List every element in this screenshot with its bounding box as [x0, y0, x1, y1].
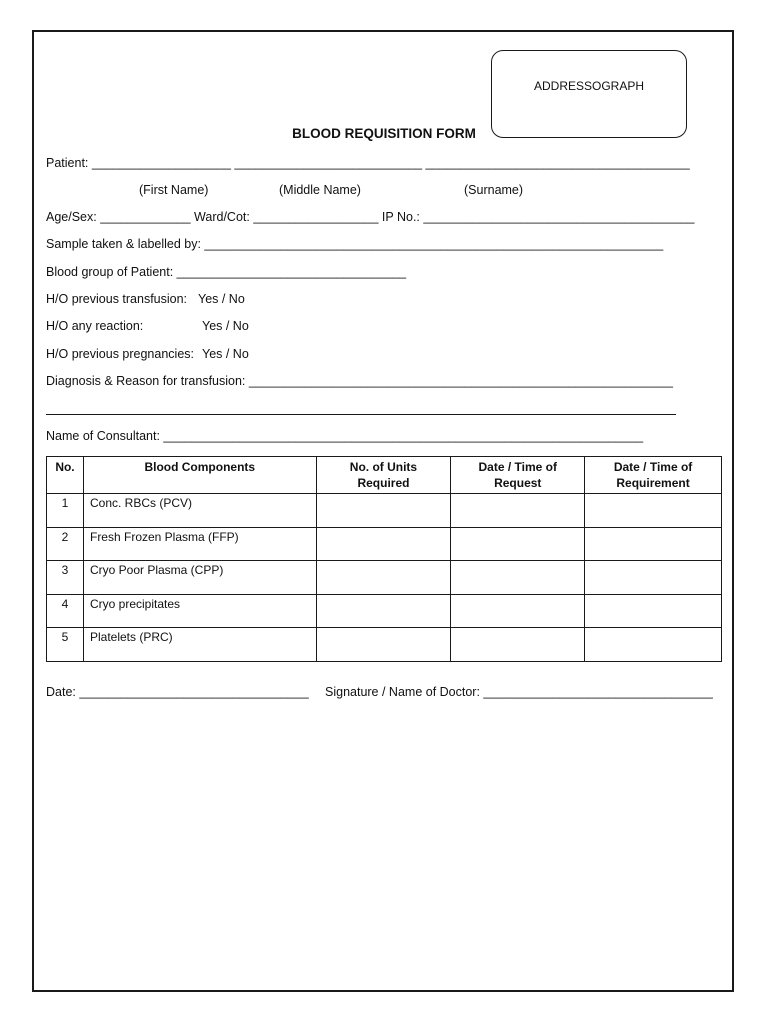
blood-group-field[interactable]: Blood group of Patient: _________________________________	[46, 265, 407, 279]
table-row	[47, 628, 722, 662]
header-units: No. of Units Required	[316, 457, 451, 494]
date-field[interactable]: Date: _________________________________	[46, 685, 309, 699]
table-row	[47, 561, 722, 595]
table-row	[47, 527, 722, 561]
row-units-cell[interactable]	[316, 494, 451, 528]
form-title: BLOOD REQUISITION FORM	[292, 126, 476, 141]
pregnancies-options[interactable]: Yes / No	[202, 347, 249, 361]
header-requirement: Date / Time of Requirement	[585, 457, 722, 494]
row-component: Conc. RBCs (PCV)	[83, 494, 316, 528]
row-requirement-cell[interactable]	[585, 628, 722, 662]
row-requirement-cell[interactable]	[585, 561, 722, 595]
row-requirement-cell[interactable]	[585, 527, 722, 561]
transfusion-options[interactable]: Yes / No	[198, 292, 245, 306]
reaction-label: H/O any reaction:	[46, 319, 144, 333]
header-request: Date / Time of Request	[451, 457, 585, 494]
header-component: Blood Components	[83, 457, 316, 494]
transfusion-label: H/O previous transfusion:	[46, 292, 188, 306]
middle-name-label: (Middle Name)	[279, 183, 361, 197]
row-units-cell[interactable]	[316, 561, 451, 595]
pregnancies-label: H/O previous pregnancies:	[46, 347, 194, 361]
first-name-label: (First Name)	[139, 183, 209, 197]
row-units-cell[interactable]	[316, 527, 451, 561]
diagnosis-field[interactable]: Diagnosis & Reason for transfusion: _____________________________________________________________	[46, 374, 673, 388]
patient-field[interactable]: Patient: ____________________ ___________________________ ______________________________________	[46, 156, 690, 170]
diagnosis-continuation-line[interactable]	[46, 414, 676, 415]
row-requirement-cell[interactable]	[585, 494, 722, 528]
row-no: 3	[47, 561, 84, 595]
row-no: 4	[47, 594, 84, 628]
row-request-cell[interactable]	[451, 594, 585, 628]
addressograph-label: ADDRESSOGRAPH	[533, 79, 645, 93]
row-component: Fresh Frozen Plasma (FFP)	[83, 527, 316, 561]
row-request-cell[interactable]	[451, 628, 585, 662]
row-units-cell[interactable]	[316, 594, 451, 628]
row-request-cell[interactable]	[451, 494, 585, 528]
surname-label: (Surname)	[464, 183, 524, 197]
row-no: 2	[47, 527, 84, 561]
row-no: 5	[47, 628, 84, 662]
row-units-cell[interactable]	[316, 628, 451, 662]
row-request-cell[interactable]	[451, 527, 585, 561]
addressograph-box	[491, 50, 687, 138]
row-no: 1	[47, 494, 84, 528]
row-component: Cryo precipitates	[83, 594, 316, 628]
row-request-cell[interactable]	[451, 561, 585, 595]
blood-components-table	[46, 456, 722, 662]
row-component: Cryo Poor Plasma (CPP)	[83, 561, 316, 595]
reaction-options[interactable]: Yes / No	[202, 319, 249, 333]
signature-field[interactable]: Signature / Name of Doctor: _________________________________	[325, 685, 713, 699]
row-component: Platelets (PRC)	[83, 628, 316, 662]
table-row	[47, 494, 722, 528]
header-no: No.	[47, 457, 84, 494]
sample-taken-field[interactable]: Sample taken & labelled by: __________________________________________________________________	[46, 237, 664, 251]
row-requirement-cell[interactable]	[585, 594, 722, 628]
table-header-row	[47, 457, 722, 494]
age-sex-ward-ip-field[interactable]: Age/Sex: _____________ Ward/Cot: __________________ IP No.: _______________________________________	[46, 210, 695, 224]
consultant-field[interactable]: Name of Consultant: _____________________________________________________________________	[46, 429, 644, 443]
table-row	[47, 594, 722, 628]
